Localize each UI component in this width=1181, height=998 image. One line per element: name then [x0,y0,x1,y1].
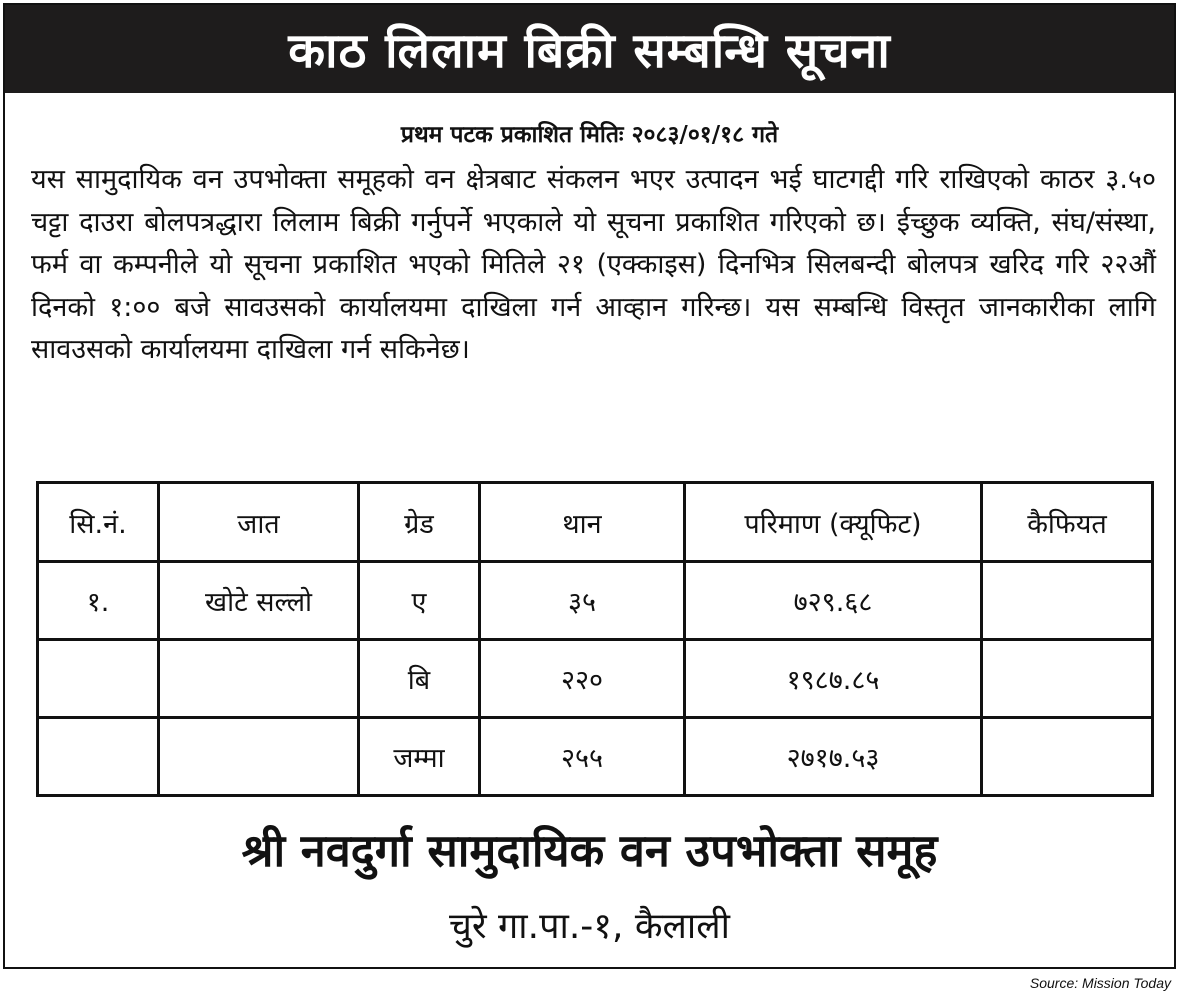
cell-pieces: ३५ [480,562,685,640]
cell-species [159,640,359,718]
cell-grade: बि [359,640,480,718]
table-row-total [38,718,1153,796]
cell-quantity: १९८७.८५ [685,640,982,718]
cell-remarks [982,562,1153,640]
notice-frame [3,3,1176,969]
cell-grade: जम्मा [359,718,480,796]
header-pieces: थान [480,483,685,562]
table-header-row [38,483,1153,562]
cell-species [159,718,359,796]
cell-quantity: ७२९.६८ [685,562,982,640]
header-remarks: कैफियत [982,483,1153,562]
cell-pieces: २२० [480,640,685,718]
cell-grade: ए [359,562,480,640]
header-serial: सि.नं. [38,483,159,562]
cell-species: खोटे सल्लो [159,562,359,640]
source-credit: Source: Mission Today [1029,975,1171,991]
cell-pieces: २५५ [480,718,685,796]
cell-remarks [982,640,1153,718]
organization-name: श्री नवदुर्गा सामुदायिक वन उपभोक्ता समूह [241,824,938,877]
published-date: प्रथम पटक प्रकाशित मितिः २०८३/०१/१८ गते [400,122,779,148]
organization-address: चुरे गा.पा.-१, कैलाली [449,906,730,947]
header-grade: ग्रेड [359,483,480,562]
cell-serial [38,718,159,796]
notice-body: यस सामुदायिक वन उपभोक्ता समूहको वन क्षेत्रबाट संकलन भएर उत्पादन भई घाटगद्दी गरि राखिएको काठर ३.५० चट्टा दाउरा बोलपत्रद्धारा लिलाम बिक्री गर्नुपर्ने भएकाले यो सूचना प्रकाशित गरिएको छ। ईच्छुक व्यक्ति, संघ/संस्था, फर्म वा कम्पनीले यो सूचना प्रकाशित भएको मितिले २१ (एक्काइस) दिनभित्र सिलबन्दी बोलपत्र खरिद गरि २२औं दिनको १:०० बजे सावउसको कार्यालयमा दाखिला गर्न आव्हान गरिन्छ। यस सम्बन्धि विस्तृत जानकारीका लागि सावउसको कार्यालयमा दाखिला गर्न सकिनेछ। [31,164,1156,365]
notice-title: काठ लिलाम बिक्री सम्बन्धि सूचना [5,5,1174,93]
header-quantity: परिमाण (क्यूफिट) [685,483,982,562]
table-row [38,562,1153,640]
header-species: जात [159,483,359,562]
cell-serial [38,640,159,718]
table-row [38,640,1153,718]
timber-table [36,481,1154,797]
cell-quantity: २७१७.५३ [685,718,982,796]
cell-serial: १. [38,562,159,640]
cell-remarks [982,718,1153,796]
